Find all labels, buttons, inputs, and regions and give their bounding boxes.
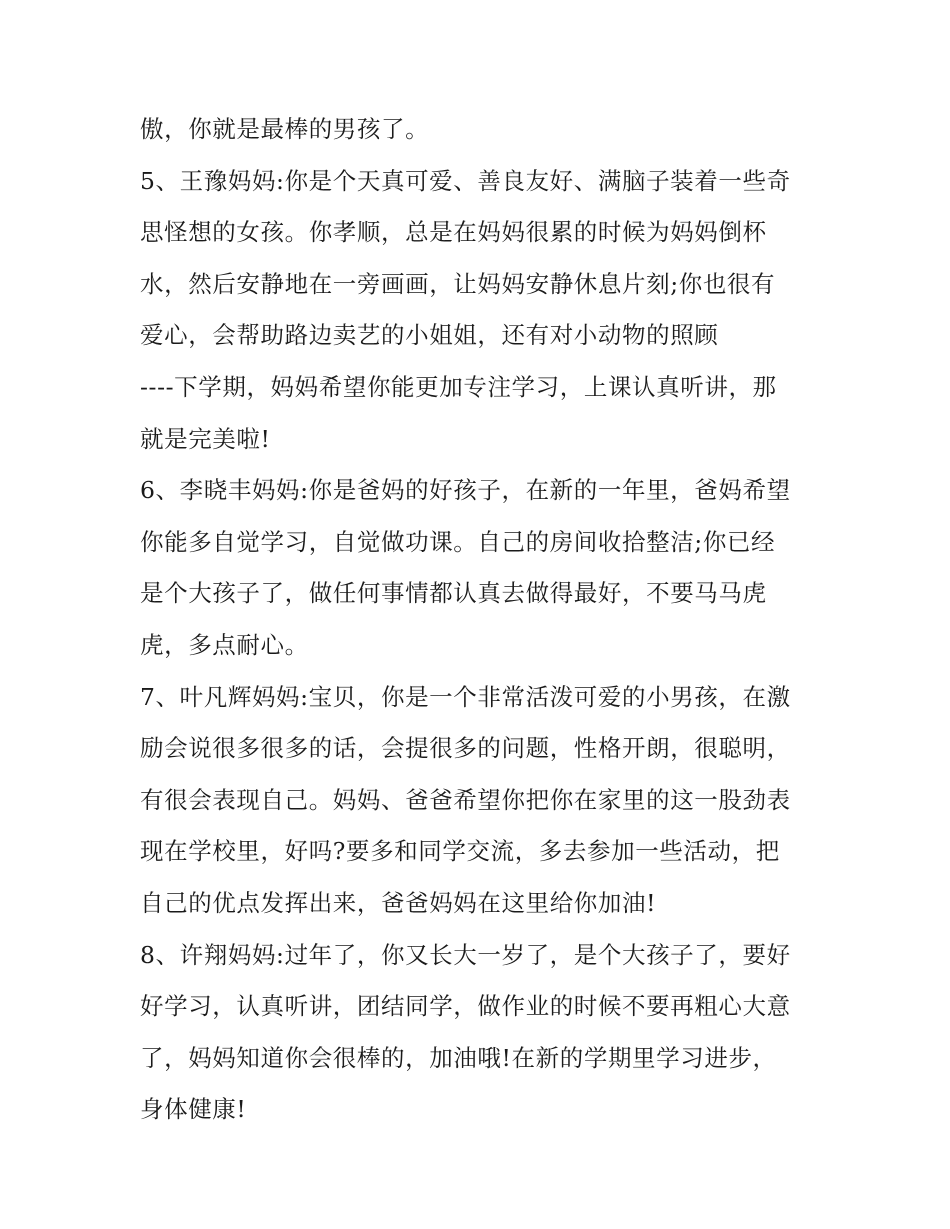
text-line: 好学习，认真听讲，团结同学，做作业的时候不要再粗心大意 (140, 992, 791, 1021)
text-line: 8、许翔妈妈:过年了，你又长大一岁了，是个大孩子了，要好 (140, 940, 791, 969)
text-line: 5、王豫妈妈:你是个天真可爱、善良友好、满脑子装着一些奇 (140, 166, 791, 195)
text-line: 水，然后安静地在一旁画画，让妈妈安静休息片刻;你也很有 (140, 269, 776, 298)
text-line: ----下学期，妈妈希望你能更加专注学习，上课认真听讲，那 (140, 372, 777, 401)
text-line: 思怪想的女孩。你孝顺，总是在妈妈很累的时候为妈妈倒杯 (140, 218, 767, 247)
text-line: 自己的优点发挥出来，爸爸妈妈在这里给你加油! (140, 888, 657, 917)
text-line: 有很会表现自己。妈妈、爸爸希望你把你在家里的这一股劲表 (140, 785, 791, 814)
body-text (140, 104, 830, 1136)
text-line: 是个大孩子了，做任何事情都认真去做得最好，不要马马虎 (140, 579, 767, 608)
text-line: 励会说很多很多的话，会提很多的问题，性格开朗，很聪明， (140, 734, 791, 763)
text-line: 身体健康! (140, 1095, 247, 1124)
text-line: 虎，多点耐心。 (140, 630, 309, 659)
text-line: 6、李晓丰妈妈:你是爸妈的好孩子，在新的一年里，爸妈希望 (140, 476, 791, 505)
text-line: 爱心，会帮助路边卖艺的小姐姐，还有对小动物的照顾 (140, 321, 719, 350)
text-line: 现在学校里，好吗?要多和同学交流，多去参加一些活动，把 (140, 837, 780, 866)
text-line: 你能多自觉学习，自觉做功课。自己的房间收拾整洁;你已经 (140, 527, 776, 556)
text-line: 就是完美啦! (140, 424, 271, 453)
text-line: 7、叶凡辉妈妈:宝贝，你是一个非常活泼可爱的小男孩，在激 (140, 682, 791, 711)
text-line: 傲，你就是最棒的男孩了。 (140, 115, 430, 143)
text-line: 了，妈妈知道你会很棒的，加油哦!在新的学期里学习进步， (140, 1043, 777, 1072)
